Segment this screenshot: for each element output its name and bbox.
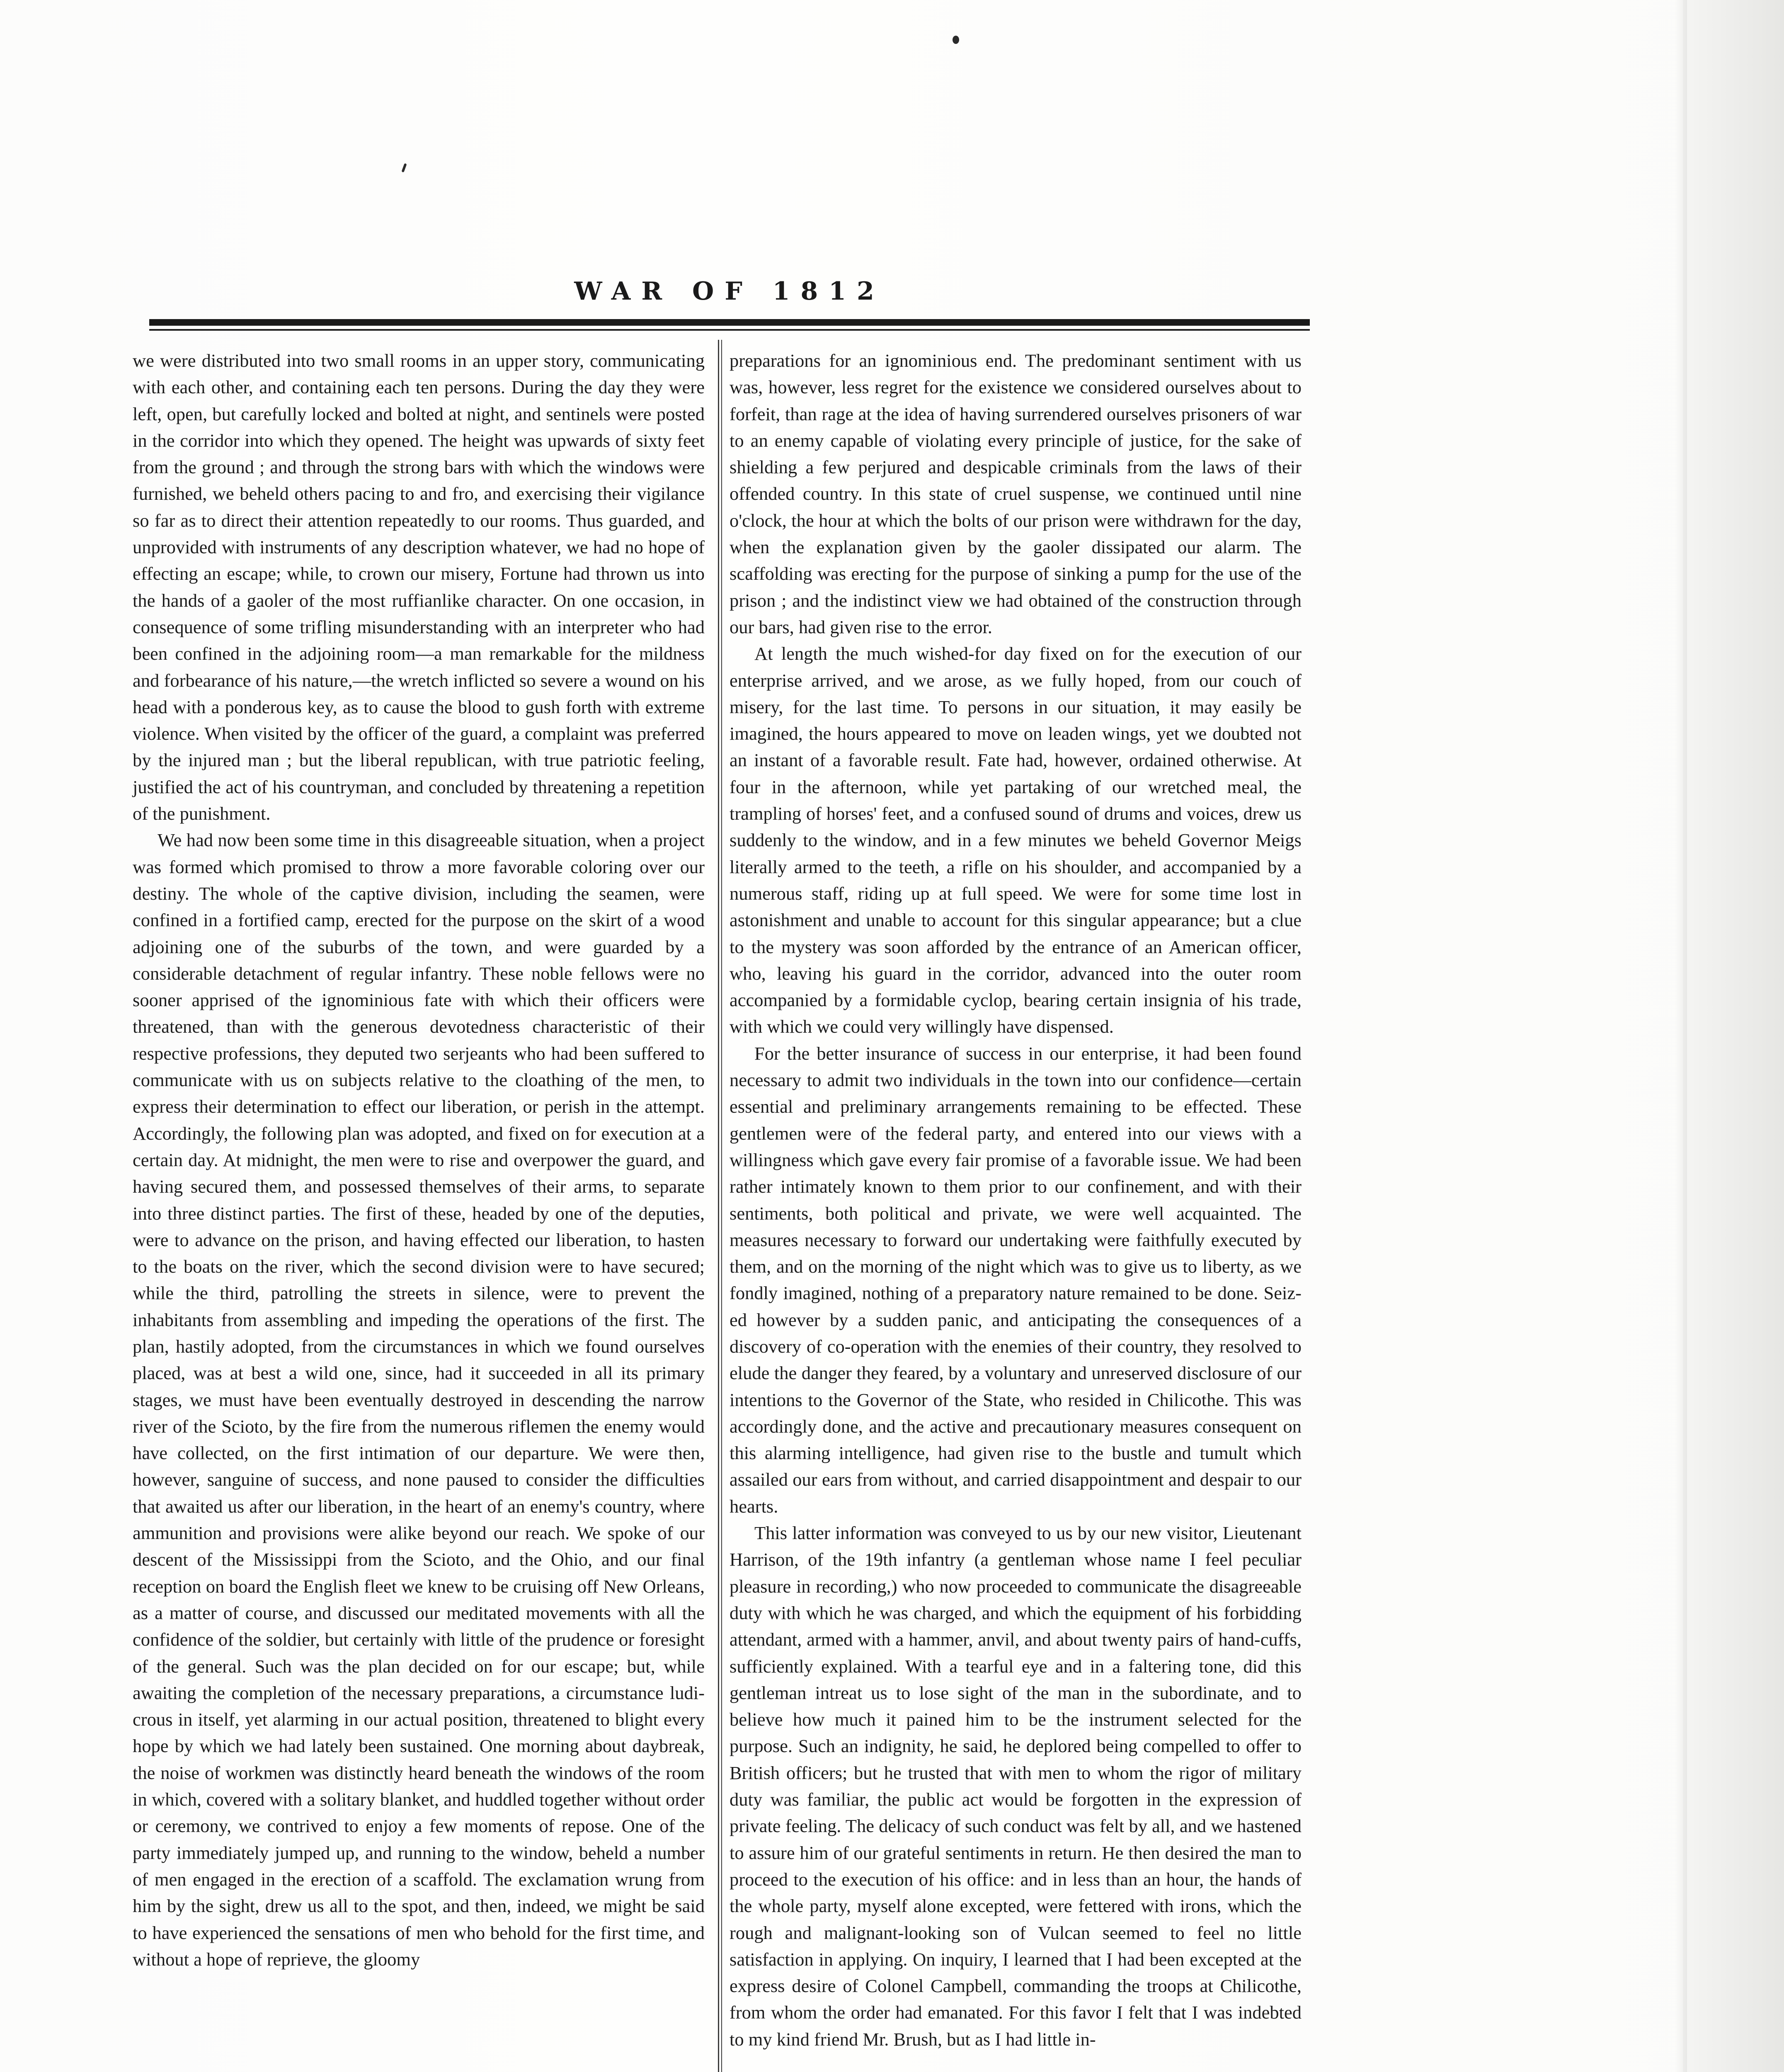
paragraph: For the better insurance of success in our enterprise, it had been found necessary to admit two individuals in the town into our confidence—certain essential and preliminary arrangements remaining to be effected. These gentlemen were of the federal party, and entered into our views with a willingness which gave every fair promise of a favorable issue. We had been rather intimately known to them prior to our confinement, and with their sentiments, both political and private, we were well acquainted. The measures necessary to forward our undertaking were faithfully executed by them, and on the morning of the night which was to give us to liberty, as we fondly imagined, nothing of a preparatory nature remained to be done. Seized however by a sudden panic, and anticipating the consequences of a discovery of co-operation with the enemies of their country, they resolved to elude the danger they feared, by a voluntary and unreserved disclosure of our intentions to the Governor of the State, who resided in Chilicothe. This was accordingly done, and the active and precautionary measures consequent on this alarming intelligence, had given rise to the bustle and tumult which assailed our ears from without, and carried disappointment and despair to our hearts. xyxy=(730,1043,1302,1517)
column-divider xyxy=(718,340,719,2072)
paragraph: This latter information was conveyed to us by our new visitor, Lieutenant Harrison, of the 19th infantry (a gentleman whose name I feel peculiar pleasure in recording,) who now proceeded to communicate the disagreeable duty with which he was charged, and which the equipment of his forbidding attendant, armed with a hammer, anvil, and about twenty pairs of hand-cuffs, sufficiently explained. With a tearful eye and in a faltering tone, did this gentleman intreat us to lose sight of the man in the subordinate, and to believe how much it pained him to be the instrument selected for the purpose. Such an indignity, he said, he deplored being compelled to offer to British officers; but he trusted that with men to whom the rigor of military duty was familiar, the public act would be forgotten in the expression of private feeling. The delicacy of such conduct was felt by all, and we hastened to assure him of our grateful sentiments in return. He then desired the man to proceed to the execution of his office: and in less than an hour, the hands of the whole party, myself alone excepted, were fettered with irons, which the rough and malignant-looking son of Vulcan seemed to feel no little satisfaction in applying. On inquiry, I learned that I had been excepted at the express desire of Colonel Campbell, commanding the troops at Chilicothe, from whom the order had emanated. For this favor I felt that I was indebted to my kind friend Mr. Brush, but as I had little in- xyxy=(730,1523,1302,2050)
running-head: WAR OF 1812 xyxy=(574,277,885,306)
paragraph: preparations for an ignominious end. The predominant sentiment with us was, however, less regret for the existence we considered ourselves about to forfeit, than rage at the idea of having surrendered ourselves prisoners of war to an enemy capable of violating every principle of justice, for the sake of shielding a few perjured and despicable criminals from the laws of their offended country. In this state of cruel suspense, we continued until nine o'clock, the hour at which the bolts of our prison were withdrawn for the day, when the explanation given by the gaoler dissipated our alarm. The scaffolding was erecting for the purpose of sinking a pump for the use of the prison ; and the indistinct view we had obtained of the construction through our bars, had given rise to the error. xyxy=(730,350,1302,637)
paragraph: We had now been some time in this disagreeable situation, when a project was formed which promised to throw a more favorable coloring over our destiny. The whole of the captive division, including the seamen, were confined in a fortified camp, erected for the purpose on the skirt of a wood adjoining one of the suburbs of the town, and were guarded by a considerable detachment of regular infantry. These noble fellows were no sooner apprised of the ignominious fate with which their officers were threatened, than with the generous devotedness characteristic of their respective professions, they deputed two serjeants who had been suffered to communicate with us on subjects relative to the cloathing of the men, to express their determination to effect our liberation, or perish in the attempt. Accordingly, the following plan was adopted, and fixed on for execution at a certain day. At midnight, the men were to rise and overpower the guard, and having secured them, and possessed themselves of their arms, to separate into three distinct parties. The first of these, headed by one of the deputies, were to advance on the prison, and having effected our liberation, to hasten to the boats on the river, which the second division were to have secured; while the third, patrolling the streets in silence, were to prevent the inhabitants from assembling and impeding the operations of the first. The plan, hastily adopted, from the circumstances in which we found ourselves placed, was at best a wild one, since, had it succeeded in all its primary stages, we must have been eventually destroyed in descending the narrow river of the Scioto, by the fire from the numerous riflemen the enemy would have collected, on the first intimation of our departure. We were then, however, sanguine of success, and none paused to consider the difficulties that awaited us after our liberation, in the heart of an enemy's country, where ammunition and provisions were alike beyond our reach. We spoke of our descent of the Mississippi from the Scioto, and the Ohio, and our final reception on board the English fleet we knew to be cruising off New Orleans, as a matter of course, and discussed our meditated movements with all the confidence of the soldier, but certainly with little of the prudence or foresight of the general. Such was the plan decided on for our escape; but, while awaiting the completion of the necessary preparations, a circumstance ludicrous in itself, yet alarming in our actual position, threatened to blight every hope by which we had lately been sustained. One morning about daybreak, the noise of workmen was distinctly heard beneath the windows of the room in which, covered with a solitary blanket, and huddled together without order or ceremony, we contrived to enjoy a few moments of repose. One of the party immediately jumped up, and running to the window, beheld a number of men engaged in the erection of a scaffold. The exclamation wrung from him by the sight, drew us all to the spot, and then, indeed, we might be said to have experienced the sensations of men who behold for the first time, and without a hope of reprieve, the gloomy xyxy=(133,830,705,1970)
header-rule-thin xyxy=(149,329,1310,331)
header-rule xyxy=(149,319,1310,326)
page-edge xyxy=(1683,0,1784,2072)
left-column xyxy=(133,347,705,1973)
paragraph: we were distributed into two small rooms in an upper story, communicating with each other, and containing each ten persons. During the day they were left, open, but carefully locked and bolted at night, and sentinels were posted in the corridor into which they opened. The height was upwards of sixty feet from the ground ; and through the strong bars with which the windows were furnished, we beheld others pacing to and fro, and exercising their vigilance so far as to direct their attention repeatedly to our rooms. Thus guarded, and unprovided with instruments of any description whatever, we had no hope of effecting an escape; while, to crown our misery, Fortune had thrown us into the hands of a gaoler of the most ruffianlike character. On one occasion, in consequence of some trifling misunderstanding with an interpreter who had been confined in the adjoining room—a man remarkable for the mildness and forbearance of his nature,—the wretch inflicted so severe a wound on his head with a ponderous key, as to cause the blood to gush forth with extreme violence. When visited by the officer of the guard, a complaint was preferred by the injured man ; but the liberal republican, with true patriotic feeling, justified the act of his countryman, and concluded by threatening a repetition of the punishment. xyxy=(133,350,705,824)
page-fold-shadow xyxy=(1675,0,1687,2072)
column-divider xyxy=(721,340,722,2072)
paragraph: At length the much wished-for day fixed on for the execution of our enterprise arrived, and we arose, as we fully hoped, from our couch of misery, for the last time. To persons in our situation, it may easily be imagined, the hours appeared to move on leaden wings, yet we doubted not an instant of a favorable result. Fate had, however, ordained otherwise. At four in the afternoon, while yet partaking of our wretched meal, the trampling of horses' feet, and a confused sound of drums and voices, drew us suddenly to the window, and in a few minutes we beheld Governor Meigs literally armed to the teeth, a rifle on his shoulder, and accompanied by a numerous staff, riding up at full speed. We were for some time lost in astonishment and unable to account for this singular appearance; but a clue to the mystery was soon afforded by the entrance of an American officer, who, leaving his guard in the corridor, advanced into the outer room accompanied by a formidable cyclop, bearing certain insignia of his trade, with which we could very willingly have dispensed. xyxy=(730,643,1302,1037)
ink-speck xyxy=(953,36,959,44)
right-column xyxy=(730,347,1302,2053)
ink-speck xyxy=(401,163,407,173)
